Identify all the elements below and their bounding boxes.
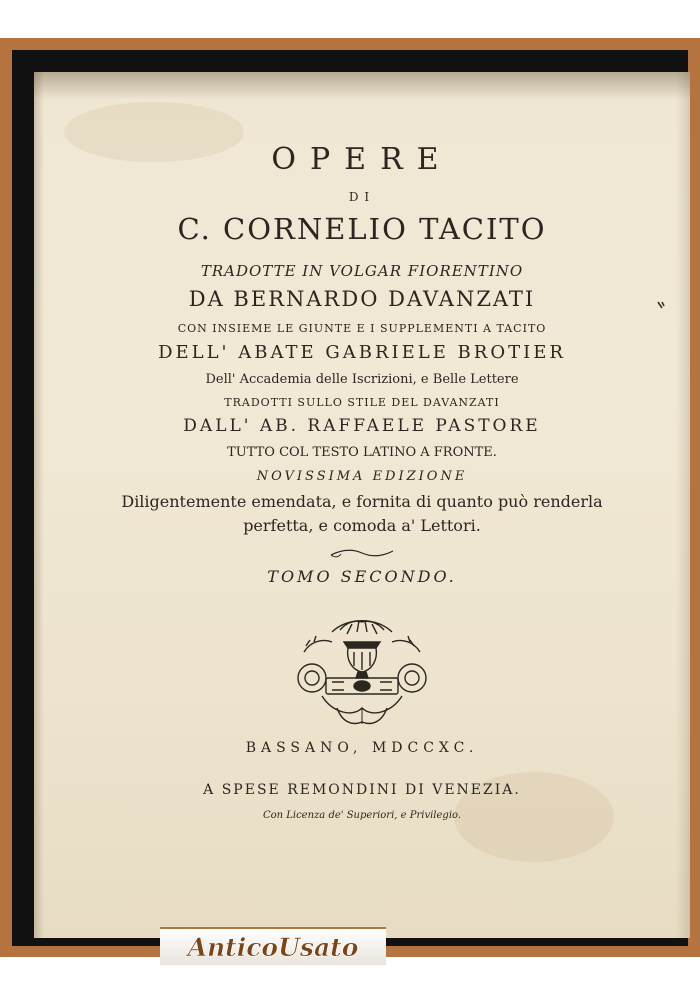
license-line: Con Licenza de' Superiori, e Privilegio. bbox=[262, 810, 462, 821]
description-line-2: perfetta, e comoda a' Lettori. bbox=[243, 516, 481, 535]
volume-line: TOMO SECONDO. bbox=[267, 567, 457, 586]
author-name: C. CORNELIO TACITO bbox=[177, 212, 547, 246]
page-shadow bbox=[34, 72, 690, 100]
publisher-line: A SPESE REMONDINI DI VENEZIA. bbox=[203, 782, 521, 798]
translator-name: DA BERNARDO DAVANZATI bbox=[188, 287, 536, 311]
work-title: OPERE bbox=[271, 142, 453, 177]
watermark-text: AnticoUsato bbox=[187, 933, 359, 962]
frame-border bbox=[12, 50, 688, 946]
style-line: TRADOTTI SULLO STILE DEL DAVANZATI bbox=[224, 396, 500, 409]
description-line-1: Diligentemente emendata, e fornita di quanto può renderla bbox=[121, 492, 603, 511]
photo-frame bbox=[0, 38, 700, 958]
abbot-name: DELL' ABATE GABRIELE BROTIER bbox=[158, 342, 566, 363]
watermark-badge bbox=[160, 927, 386, 965]
preposition-di: DI bbox=[348, 190, 376, 204]
academy-line: Dell' Accademia delle Iscrizioni, e Belle Lettere bbox=[205, 372, 519, 387]
latin-text-line: TUTTO COL TESTO LATINO A FRONTE. bbox=[227, 445, 497, 460]
urn-vignette-icon bbox=[292, 612, 432, 734]
title-page bbox=[34, 72, 690, 938]
scroll-divider-icon bbox=[329, 547, 395, 559]
supplements-line: CON INSIEME LE GIUNTE E I SUPPLEMENTI A TACITO bbox=[177, 322, 547, 335]
place-date: BASSANO, MDCCXC. bbox=[245, 740, 479, 756]
pastore-name: DALL' AB. RAFFAELE PASTORE bbox=[183, 416, 541, 436]
edition-line: NOVISSIMA EDIZIONE bbox=[256, 469, 468, 484]
translation-line: TRADOTTE IN VOLGAR FIORENTINO bbox=[200, 262, 524, 280]
watermark-logo bbox=[160, 929, 386, 965]
ink-mark-icon bbox=[656, 300, 666, 310]
